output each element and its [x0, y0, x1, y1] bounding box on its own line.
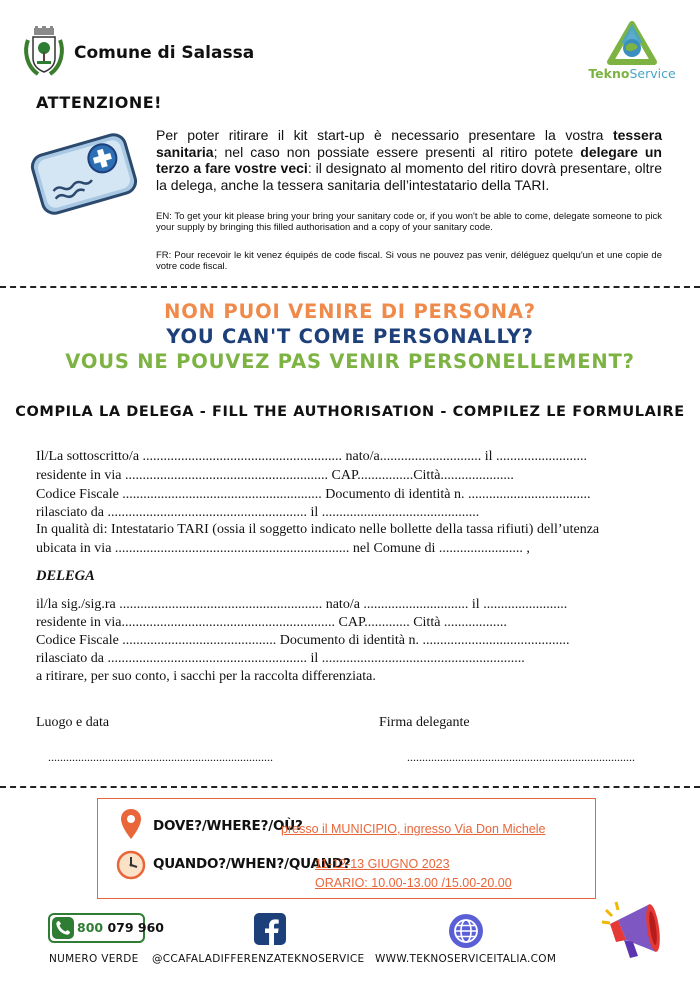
comune-crest-icon — [22, 26, 66, 78]
delega-line-purpose: a ritirare, per suo conto, i sacchi per la raccolta differenziata. — [36, 669, 376, 684]
globe-icon[interactable] — [448, 913, 484, 949]
main-text-part2: ; nel caso non possiate essere presenti al ritiro potete — [213, 143, 581, 160]
dashed-divider-top — [0, 286, 700, 288]
phone-digits: 079 960 — [107, 920, 164, 935]
brand-light: Service — [629, 66, 676, 81]
phone-prefix: 800 — [77, 920, 104, 935]
facebook-icon[interactable] — [254, 913, 286, 945]
place-date-label: Luogo e data — [36, 715, 110, 730]
when-label: QUANDO?/WHEN?/QUAND? — [153, 856, 351, 872]
phone-label: NUMERO VERDE — [49, 953, 139, 965]
teknoservice-brand — [584, 66, 680, 81]
delega-line-name[interactable]: il/la sig./sig.ra .......................................................... nato/a .............................. il ........................ — [36, 597, 568, 612]
place-date-line[interactable]: ........................................................................... — [48, 750, 273, 764]
signature-line[interactable]: ............................................................................ — [407, 750, 635, 764]
french-note: FR: Pour recevoir le kit venez équipés de code fiscal. Si vous ne pouvez pas venir, déléguez quelqu'un et une copie de votre code fiscal. — [156, 250, 662, 272]
brand-bold: Tekno — [588, 66, 630, 81]
form-line-residence[interactable]: residente in via .......................................................... CAP................Città..................... — [36, 468, 514, 483]
comune-title: Comune di Salassa — [74, 43, 255, 63]
phone-number[interactable] — [77, 920, 164, 935]
main-text-bold1: tessera sanitaria — [156, 127, 662, 160]
main-text-bold2: delegare un terzo a fare vostre veci — [156, 143, 662, 176]
signature-label: Firma delegante — [379, 715, 470, 730]
dashed-divider-bottom — [0, 786, 700, 788]
attention-main-text — [156, 127, 662, 193]
social-handle[interactable]: @CCAFALADIFFERENZATEKNOSERVICE — [152, 953, 365, 965]
phone-icon — [51, 916, 75, 940]
form-line-tax-code[interactable]: Codice Fiscale ......................................................... Documento di identità n. ................................... — [36, 487, 591, 502]
main-text-part3: : il designato al momento del ritiro dovrà presentare, oltre la delega, anche la tessera sanitaria dell’intestatario della TARI. — [156, 160, 662, 193]
headline-italian: NON PUOI VENIRE DI PERSONA? — [164, 300, 536, 323]
attention-title: ATTENZIONE! — [36, 93, 162, 112]
clock-icon — [116, 850, 146, 880]
when-hours: ORARIO: 10.00-13.00 /15.00-20.00 — [315, 876, 512, 890]
website-link[interactable]: WWW.TEKNOSERVICEITALIA.COM — [375, 953, 557, 965]
headline-english: YOU CAN'T COME PERSONALLY? — [166, 325, 534, 348]
form-line-name[interactable]: Il/La sottoscritto/a ......................................................... nato/a............................. il .......................... — [36, 449, 588, 464]
megaphone-icon — [596, 896, 670, 970]
form-line-capacity: In qualità di: Intestatario TARI (ossia il soggetto indicato nelle bollette della tassa rifiuti) dell’utenza — [36, 522, 600, 537]
form-line-issued-by[interactable]: rilasciato da ......................................................... il ............................................. — [36, 505, 480, 520]
form-title: COMPILA LA DELEGA - FILL THE AUTHORISATION - COMPILEZ LE FORMULAIRE — [15, 404, 685, 420]
delega-line-tax-code[interactable]: Codice Fiscale ............................................ Documento di identità n. .......................................... — [36, 633, 570, 648]
delega-line-issued-by[interactable]: rilasciato da ......................................................... il .......................................................... — [36, 651, 525, 666]
english-note: EN: To get your kit please bring your bring your sanitary code or, if you won't be able to come, delegate someone to pick your supply by bringing this filled authorisation and a copy of your sanitary code. — [156, 211, 662, 233]
delega-line-residence[interactable]: residente in via............................................................. CAP............. Città .................. — [36, 615, 507, 630]
headline-french: VOUS NE POUVEZ PAS VENIR PERSONELLEMENT? — [65, 350, 635, 373]
delega-title: DELEGA — [36, 568, 95, 584]
health-card-icon — [30, 128, 138, 220]
main-text-part1: Per poter ritirare il kit start-up è necessario presentare la vostra — [156, 127, 613, 143]
location-pin-icon — [120, 808, 142, 840]
when-dates: 11-12-13 GIUGNO 2023 — [315, 857, 450, 871]
where-label: DOVE?/WHERE?/OÙ? — [153, 818, 303, 834]
form-line-location[interactable]: ubicata in via ................................................................... nel Comune di ........................ , — [36, 541, 530, 556]
where-value: presso il MUNICIPIO, ingresso Via Don Michele — [281, 822, 546, 836]
